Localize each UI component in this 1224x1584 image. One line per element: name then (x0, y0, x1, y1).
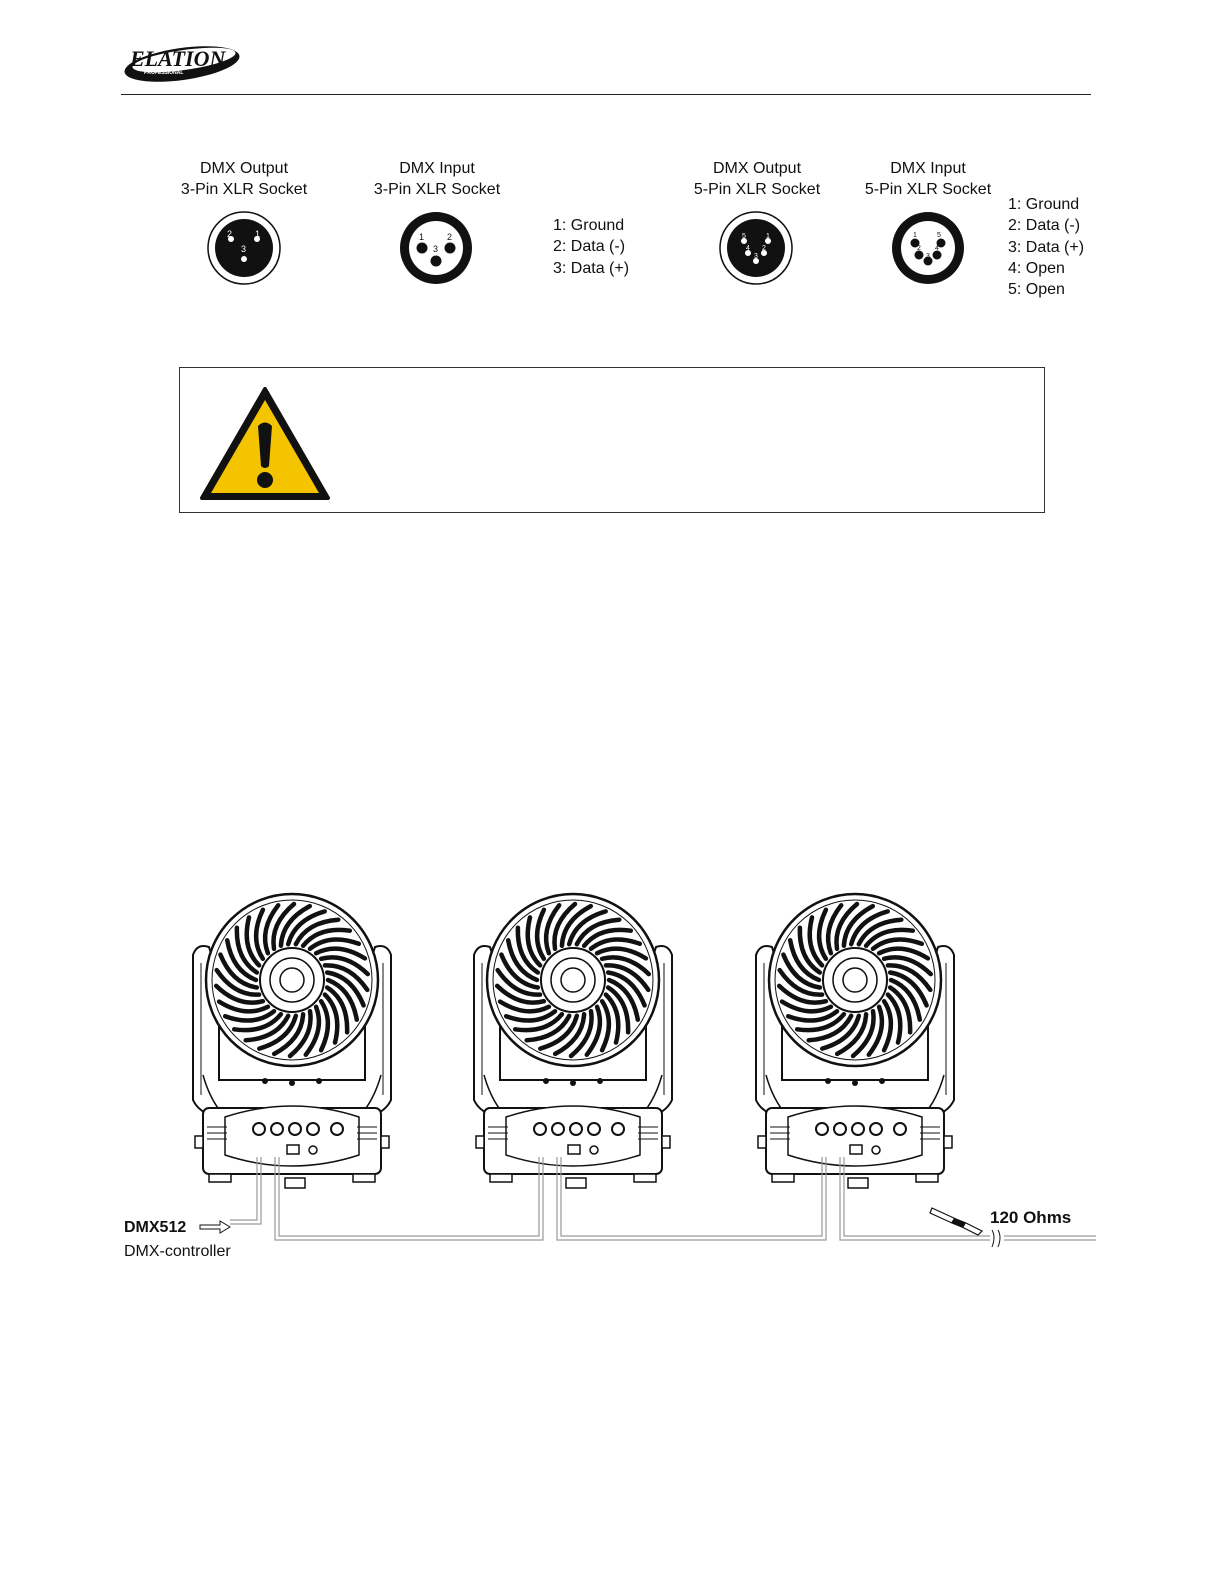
connector-title-line2: 5-Pin XLR Socket (864, 181, 992, 198)
pinout-item: 2: Data (-) (553, 238, 626, 256)
svg-text:3: 3 (241, 244, 247, 254)
svg-text:3: 3 (926, 253, 930, 260)
xlr-5pin-input-icon (890, 210, 966, 286)
svg-text:5: 5 (742, 233, 746, 240)
dmx-daisy-chain-diagram (120, 885, 1100, 1265)
pinout-item: 5: Open (1008, 281, 1065, 299)
connector-title-line2: 3-Pin XLR Socket (373, 181, 501, 198)
connector-title-dmx-output-3pin (144, 158, 344, 200)
pinout-item: 3: Data (+) (553, 259, 630, 277)
connector-title-line1: DMX Output (199, 160, 289, 177)
connector-title-line2: 3-Pin XLR Socket (180, 181, 308, 198)
dmx-controller-label: DMX-controller (124, 1243, 231, 1260)
svg-text:4: 4 (746, 245, 750, 252)
pinout-5pin-legend (1008, 194, 1084, 300)
elation-logo (122, 38, 244, 84)
dmx-arrow-icon (200, 1221, 230, 1233)
pinout-item: 2: Data (-) (1008, 217, 1081, 235)
connector-title-line2: 5-Pin XLR Socket (693, 181, 821, 198)
pinout-item: 4: Open (1008, 259, 1065, 277)
pinout-item: 1: Ground (553, 217, 625, 234)
warning-triangle-icon (199, 386, 331, 502)
logo-text: ELATION (130, 46, 226, 71)
svg-text:1: 1 (419, 232, 425, 242)
xlr-3pin-input-icon (398, 210, 474, 286)
svg-text:1: 1 (255, 229, 261, 239)
pinout-item: 1: Ground (1008, 196, 1080, 213)
svg-text:1: 1 (913, 232, 917, 239)
connector-title-dmx-input-3pin (337, 158, 537, 200)
connector-title-dmx-output-5pin (657, 158, 857, 200)
svg-text:5: 5 (937, 232, 941, 239)
header-rule (121, 94, 1091, 95)
svg-text:2: 2 (762, 245, 766, 252)
connector-title-line1: DMX Output (712, 160, 802, 177)
dmx512-label: DMX512 (124, 1219, 187, 1236)
svg-text:2: 2 (917, 245, 921, 252)
connector-title-dmx-input-5pin (828, 158, 1028, 200)
pinout-item: 3: Data (+) (1008, 238, 1085, 256)
svg-text:4: 4 (935, 245, 939, 252)
svg-text:2: 2 (447, 232, 453, 242)
svg-text:3: 3 (754, 253, 758, 260)
connector-title-line1: DMX Input (399, 160, 475, 177)
xlr-3pin-output-icon (206, 210, 282, 286)
moving-head-fixture-3 (756, 894, 954, 1188)
svg-text:2: 2 (227, 229, 233, 239)
svg-text:1: 1 (766, 233, 770, 240)
svg-text:3: 3 (433, 244, 439, 254)
terminator-label: 120 Ohms (990, 1208, 1072, 1227)
logo-subtext: PROFESSIONAL (144, 70, 184, 76)
moving-head-fixture-2 (474, 894, 672, 1188)
pinout-3pin-legend (553, 215, 629, 279)
xlr-5pin-output-icon (718, 210, 794, 286)
moving-head-fixture-1 (193, 894, 391, 1188)
connector-title-line1: DMX Input (890, 160, 966, 177)
